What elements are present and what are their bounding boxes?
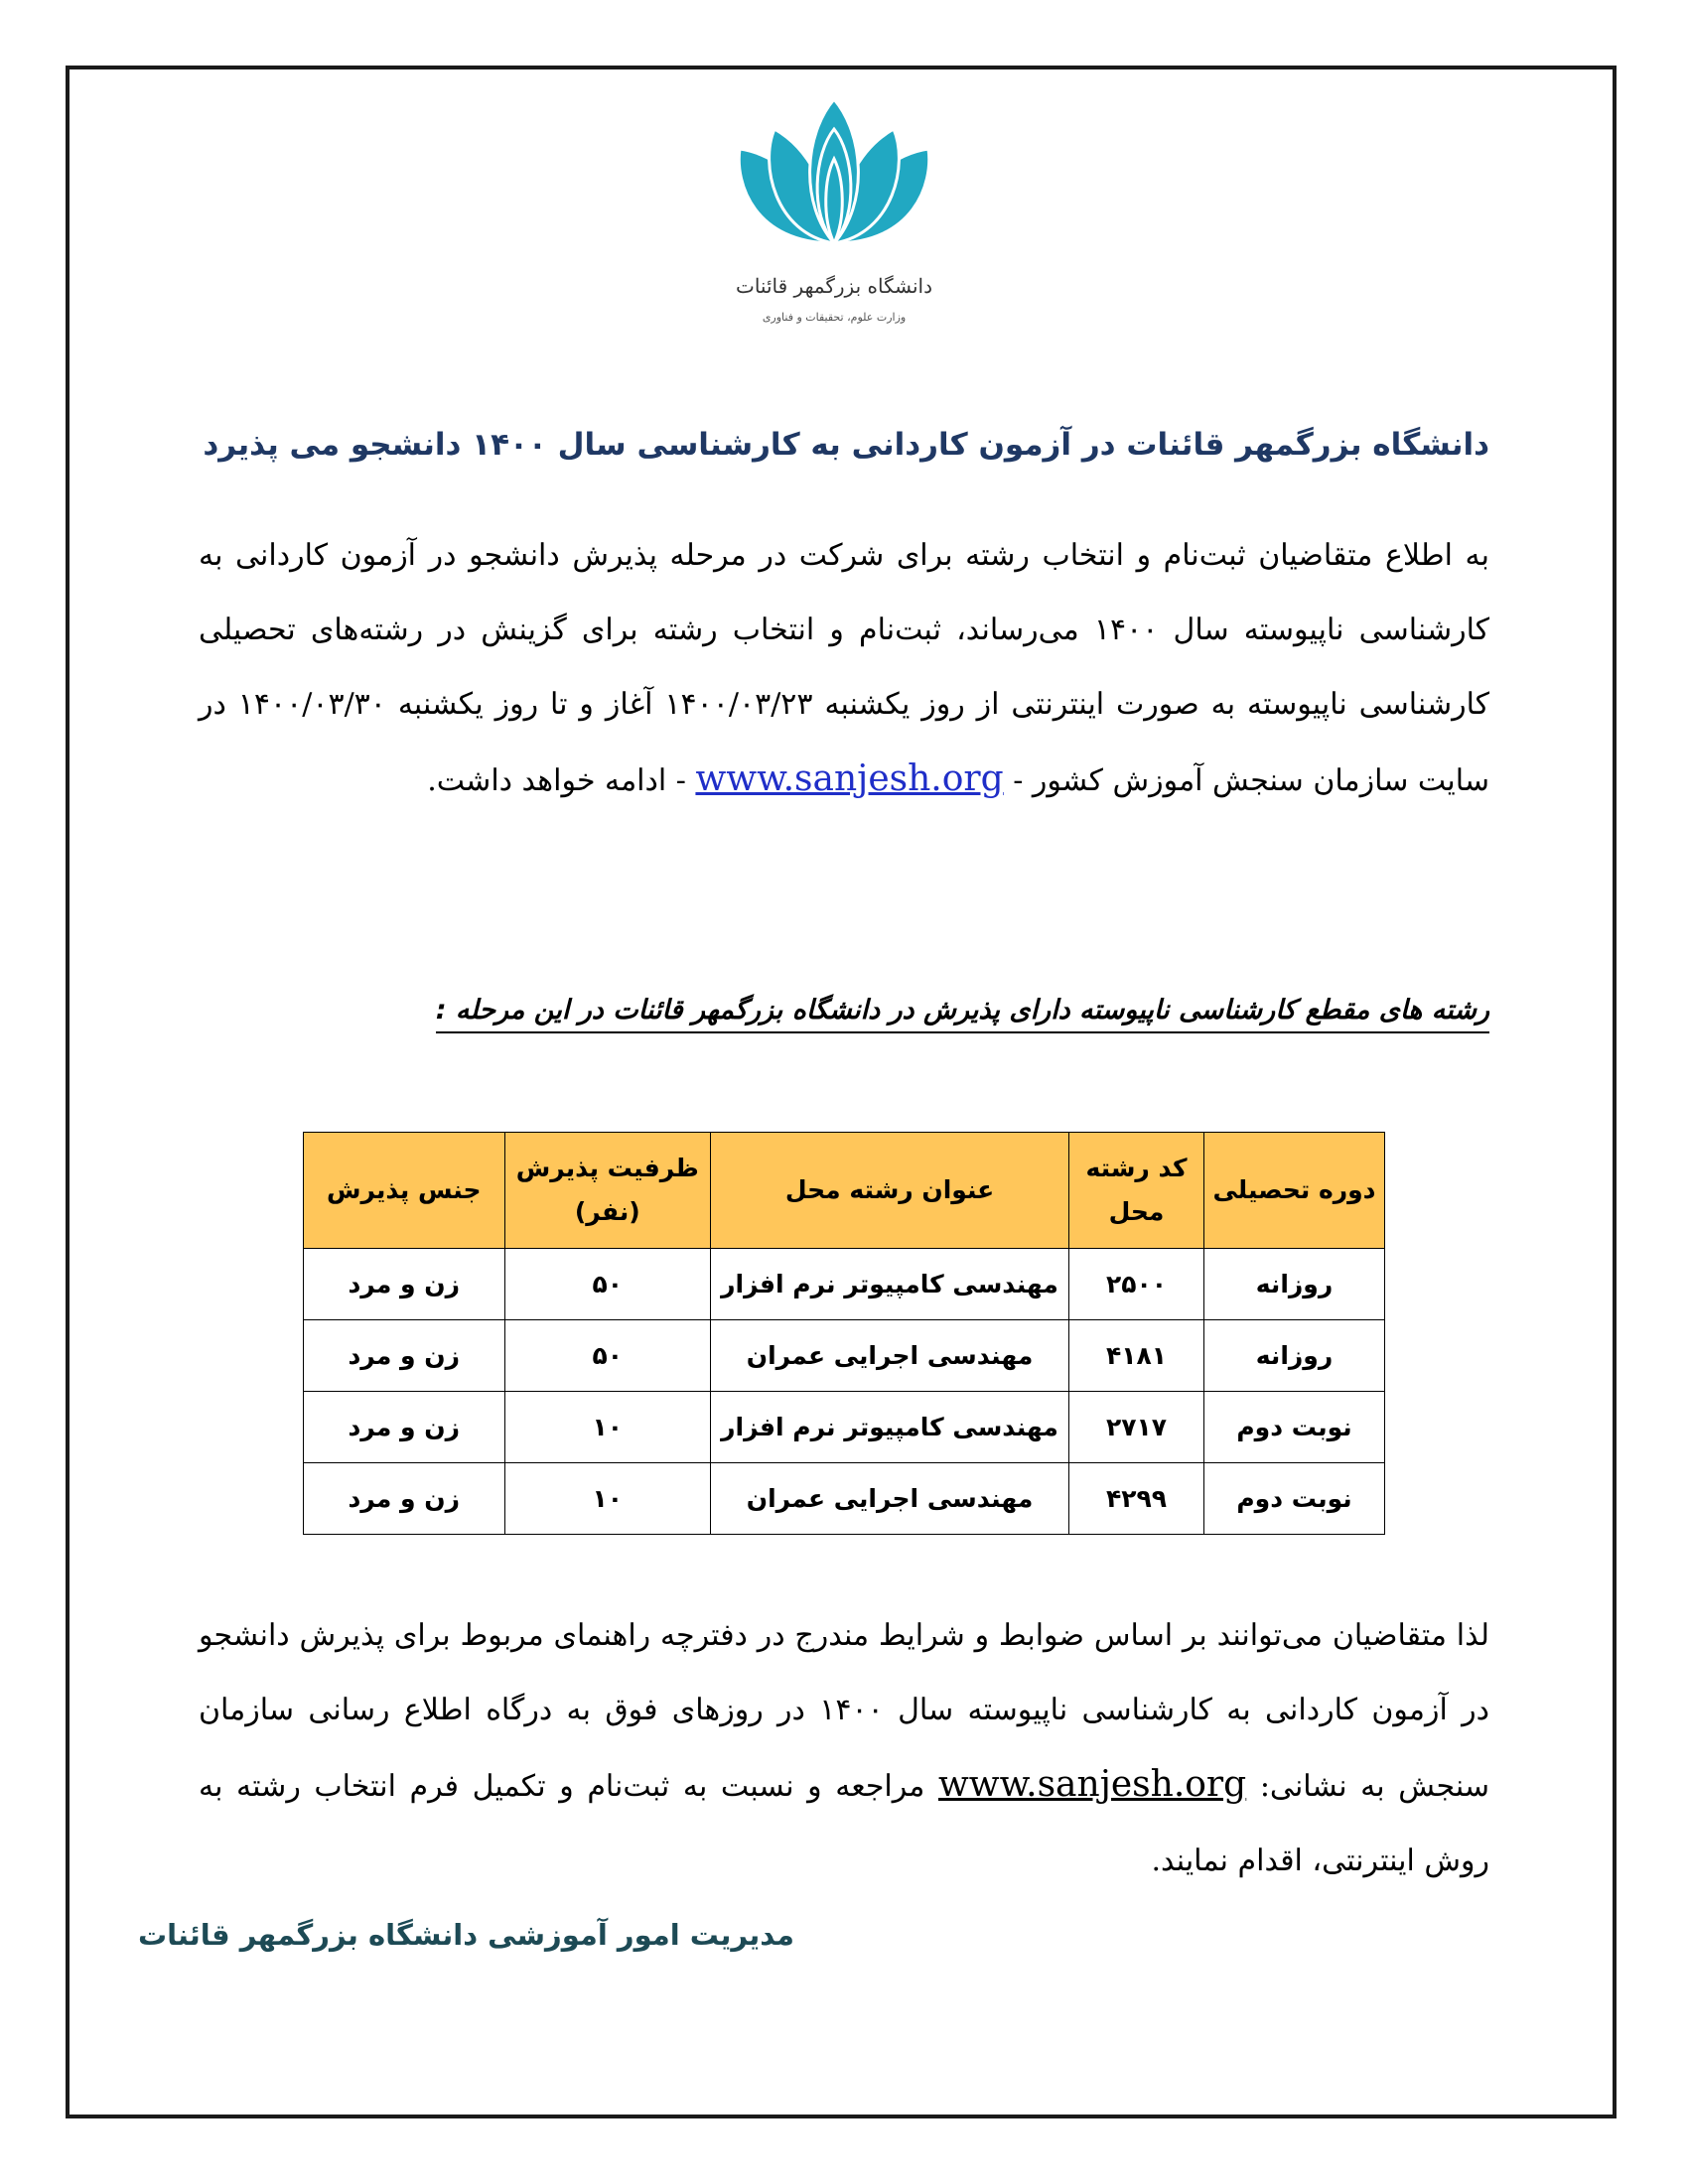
header-code: کد رشته محل [1069,1133,1204,1249]
lotus-logo-icon [715,94,953,342]
cell-field: مهندسی اجرایی عمران [711,1463,1069,1535]
table-row [304,1463,1385,1535]
section-subtitle: رشته های مقطع کارشناسی ناپیوسته دارای پذیرش در دانشگاه بزرگمهر قائنات در این مرحله : [436,995,1489,1033]
cell-period: روزانه [1204,1320,1385,1392]
majors-table [303,1132,1385,1535]
cell-capacity: ۵۰ [504,1249,711,1320]
header-gender: جنس پذیرش [304,1133,505,1249]
cell-field: مهندسی کامپیوتر نرم افزار [711,1392,1069,1463]
header-capacity: ظرفیت پذیرش (نفر) [504,1133,711,1249]
table-header-row [304,1133,1385,1249]
cell-code: ۴۱۸۱ [1069,1320,1204,1392]
cell-capacity: ۵۰ [504,1320,711,1392]
cell-field: مهندسی اجرایی عمران [711,1320,1069,1392]
intro-text-end: - ادامه خواهد داشت. [427,763,686,798]
intro-text: به اطلاع متقاضیان ثبت‌نام و انتخاب رشته برای شرکت در مرحله پذیرش دانشجو در آزمون کاردانی به کارشناسی ناپیوسته سال ۱۴۰۰ می‌رساند، ثبت‌نام و انتخاب رشته برای گزینش در رشته‌های تحصیلی کارشناسی ناپیوسته به صورت اینترنتی از روز یکشنبه ۱۴۰۰/۰۳/۲۳ آغاز و تا روز یکشنبه ۱۴۰۰/۰۳/۳۰ در سایت سازمان سنجش آموزش کشور - [199,538,1489,798]
cell-gender: زن و مرد [304,1392,505,1463]
svg-text:دانشگاه بزرگمهر قائنات: دانشگاه بزرگمهر قائنات [736,274,932,298]
closing-paragraph [199,1598,1489,1898]
table-row [304,1249,1385,1320]
cell-gender: زن و مرد [304,1463,505,1535]
cell-period: نوبت دوم [1204,1463,1385,1535]
sanjesh-link[interactable]: www.sanjesh.org [695,758,1004,799]
cell-gender: زن و مرد [304,1320,505,1392]
footer-signature: مدیریت امور آموزشی دانشگاه بزرگمهر قائنات [138,1918,794,1952]
svg-text:وزارت علوم، تحقیقات و فناوری: وزارت علوم، تحقیقات و فناوری [762,311,907,324]
cell-code: ۲۷۱۷ [1069,1392,1204,1463]
header-period: دوره تحصیلی [1204,1133,1385,1249]
intro-paragraph [199,518,1489,818]
cell-field: مهندسی کامپیوتر نرم افزار [711,1249,1069,1320]
closing-text-end: مراجعه و نسبت به ثبت‌نام و تکمیل فرم انتخاب رشته به روش اینترنتی، اقدام نمایند. [199,1769,1489,1878]
header-field: عنوان رشته محل [711,1133,1069,1249]
cell-gender: زن و مرد [304,1249,505,1320]
cell-code: ۲۵۰۰ [1069,1249,1204,1320]
sanjesh-address-link[interactable]: www.sanjesh.org [937,1764,1247,1805]
university-logo [715,94,953,342]
table-row [304,1392,1385,1463]
table-row [304,1320,1385,1392]
cell-capacity: ۱۰ [504,1463,711,1535]
closing-text: لذا متقاضیان می‌توانند بر اساس ضوابط و شرایط مندرج در دفترچه راهنمای مربوط برای پذیرش دانشجو در آزمون کاردانی به کارشناسی ناپیوسته سال ۱۴۰۰ در روزهای فوق به درگاه اطلاع رسانی سازمان سنجش به نشانی: [199,1618,1490,1804]
cell-period: روزانه [1204,1249,1385,1320]
cell-code: ۴۲۹۹ [1069,1463,1204,1535]
page-title: دانشگاه بزرگمهر قائنات در آزمون کاردانی به کارشناسی سال ۱۴۰۰ دانشجو می پذیرد [203,427,1489,463]
cell-period: نوبت دوم [1204,1392,1385,1463]
cell-capacity: ۱۰ [504,1392,711,1463]
